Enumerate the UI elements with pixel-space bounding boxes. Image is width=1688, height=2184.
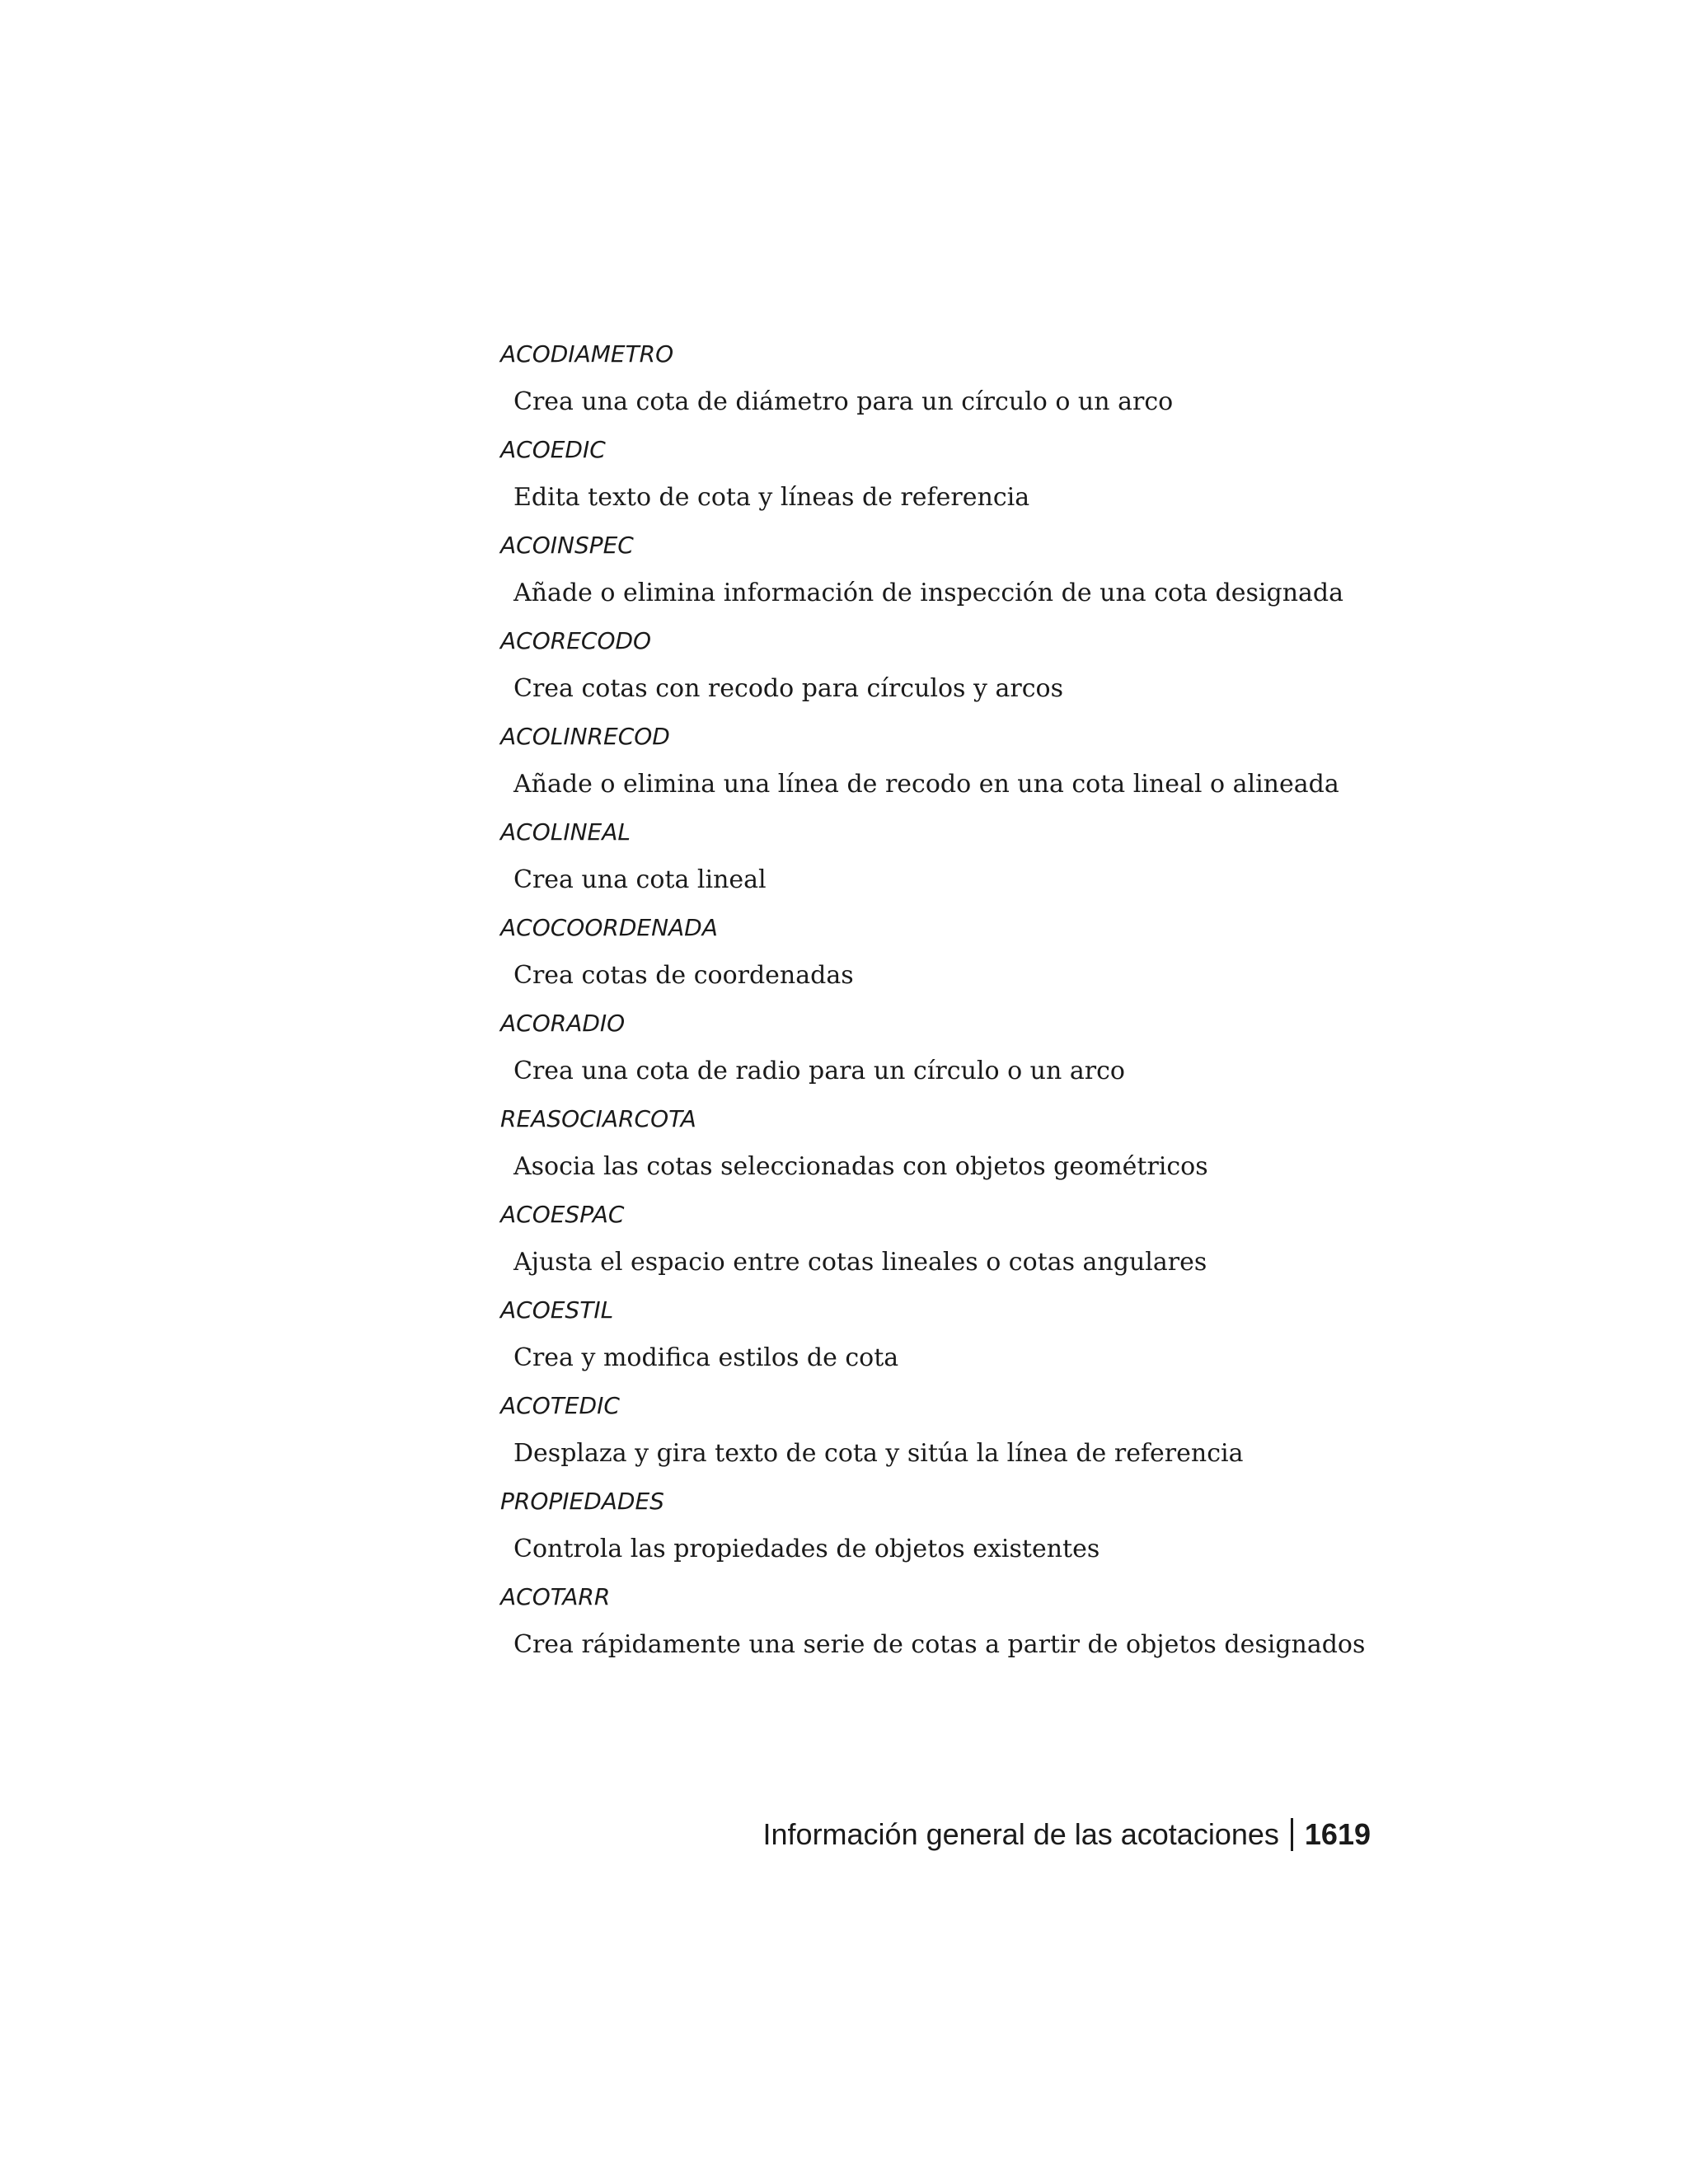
command-description: Crea rápidamente una serie de cotas a partir de objetos designados [513, 1630, 1366, 1659]
footer-section-title: Información general de las acotaciones [762, 1817, 1279, 1851]
list-item [500, 1485, 1489, 1566]
command-name: ACOINSPEC [500, 532, 634, 559]
list-item [500, 1007, 1489, 1088]
command-description: Ajusta el espacio entre cotas lineales o cotas angulares [513, 1248, 1207, 1277]
command-name: ACOTARR [500, 1583, 611, 1610]
command-description: Crea una cota de radio para un círculo o un arco [513, 1057, 1125, 1085]
command-name: ACOLINEAL [500, 818, 631, 846]
command-description: Crea una cota de diámetro para un círculo o un arco [513, 387, 1174, 416]
list-item [500, 816, 1489, 897]
list-item [500, 1103, 1489, 1183]
list-item [500, 1198, 1489, 1279]
command-name: ACORADIO [500, 1010, 626, 1037]
list-item [500, 625, 1489, 705]
list-item [500, 434, 1489, 514]
list-item [500, 529, 1489, 610]
command-list [500, 338, 1489, 1676]
list-item [500, 1581, 1489, 1661]
command-description: Desplaza y gira texto de cota y sitúa la línea de referencia [513, 1439, 1244, 1468]
command-name: ACOLINRECOD [500, 723, 670, 750]
command-description: Crea cotas de coordenadas [513, 961, 854, 990]
page-footer [763, 1816, 1371, 1853]
command-description: Edita texto de cota y líneas de referencia [513, 483, 1030, 512]
command-description: Crea cotas con recodo para círculos y arcos [513, 674, 1063, 703]
command-name: ACORECODO [500, 627, 652, 654]
command-name: ACOTEDIC [500, 1392, 620, 1419]
command-name: ACODIAMETRO [500, 340, 674, 368]
command-name: PROPIEDADES [500, 1488, 664, 1515]
list-item [500, 720, 1489, 801]
list-item [500, 338, 1489, 419]
list-item [500, 1294, 1489, 1375]
command-description: Añade o elimina una línea de recodo en una cota lineal o alineada [513, 770, 1339, 799]
command-name: ACOCOORDENADA [500, 914, 718, 941]
command-description: Crea una cota lineal [513, 865, 767, 894]
command-description: Asocia las cotas seleccionadas con objetos geométricos [513, 1152, 1208, 1181]
command-name: ACOEDIC [500, 436, 606, 463]
command-description: Controla las propiedades de objetos existentes [513, 1535, 1100, 1563]
list-item [500, 912, 1489, 992]
command-name: ACOESTIL [500, 1296, 614, 1324]
footer-divider [1291, 1818, 1293, 1851]
page-number: 1619 [1304, 1817, 1371, 1851]
command-name: REASOCIARCOTA [500, 1105, 696, 1132]
command-description: Añade o elimina información de inspección de una cota designada [513, 579, 1343, 607]
command-name: ACOESPAC [500, 1201, 625, 1228]
command-description: Crea y modifica estilos de cota [513, 1343, 899, 1372]
list-item [500, 1390, 1489, 1470]
